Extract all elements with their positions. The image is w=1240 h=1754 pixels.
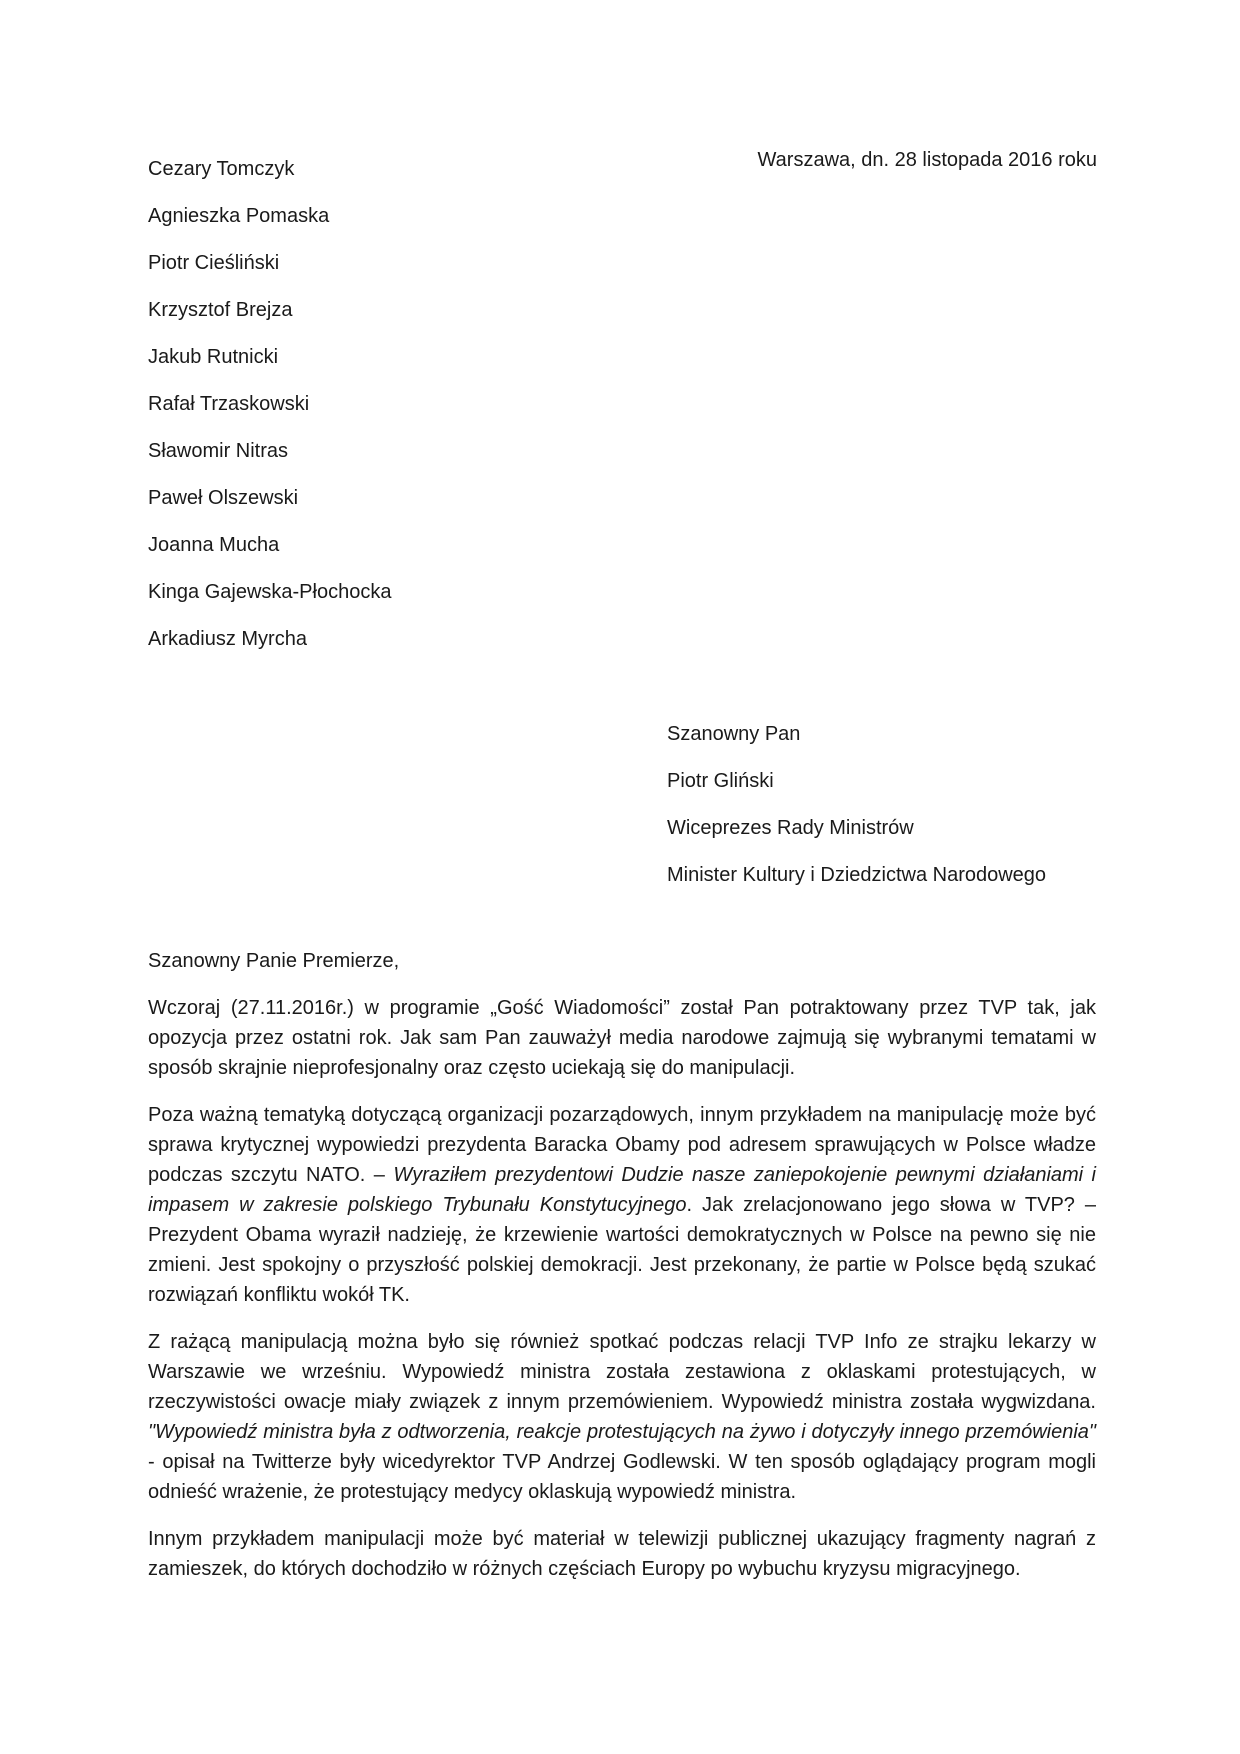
recipient-line: Wiceprezes Rady Ministrów [667,817,914,839]
paragraph-2-text: Poza ważną tematyką dotyczącą organizacji pozarządowych, innym przykładem na manipulację może być sprawa krytycznej wypowiedzi prezydenta Baracka Obamy pod adresem sprawujących w Polsce władze podczas szczytu NATO. – [148,1104,1096,1186]
salutation: Szanowny Panie Premierze, [148,950,400,972]
sender-name: Joanna Mucha [148,534,280,556]
sender-name: Arkadiusz Myrcha [148,628,307,650]
recipient-line: Piotr Gliński [667,770,774,792]
sender-list [148,146,391,663]
recipient-block [667,711,1046,899]
sender-name: Paweł Olszewski [148,487,299,509]
letter-body [148,993,1096,1601]
sender-name: Krzysztof Brejza [148,299,293,321]
obama-quote: Wyraziłem prezydentowi Dudzie nasze zaniepokojenie pewnymi działaniami i impasem w zakresie polskiego Trybunału Konstytucyjnego [148,1164,1096,1216]
sender-name: Rafał Trzaskowski [148,393,310,415]
recipient-line: Szanowny Pan [667,723,801,745]
sender-name: Kinga Gajewska-Płochocka [148,581,392,603]
paragraph-3-text-cont: - opisał na Twitterze były wicedyrektor TVP Andrzej Godlewski. W ten sposób oglądający program mogli odnieść wrażenie, że protestujący medycy oklaskują wypowiedź ministra. [148,1451,1096,1503]
sender-name: Agnieszka Pomaska [148,205,330,227]
paragraph-4: Innym przykładem manipulacji może być materiał w telewizji publicznej ukazujący fragmenty nagrań z zamieszek, do których dochodziło w różnych częściach Europy po wybuchu kryzysu migracyjnego. [148,1528,1096,1580]
sender-name: Sławomir Nitras [148,440,289,462]
paragraph-2-text-cont: . Jak zrelacjonowano jego słowa w TVP? – Prezydent Obama wyraził nadzieję, że krzewienie wartości demokratycznych w Polsce na pewno się nie zmieni. Jest spokojny o przyszłość polskiej demokracji. Jest przekonany, że partie w Polsce będą szukać rozwiązań konfliktu wokół TK. [148,1194,1096,1306]
paragraph-1: Wczoraj (27.11.2016r.) w programie „Gość Wiadomości” został Pan potraktowany przez TVP tak, jak opozycja przez ostatni rok. Jak sam Pan zauważył media narodowe zajmują się wybranymi tematami w sposób skrajnie nieprofesjonalny oraz często uciekają się do manipulacji. [148,997,1096,1079]
godlewski-quote: "Wypowiedź ministra była z odtworzenia, reakcje protestujących na żywo i dotyczyły innego przemówienia" [148,1421,1096,1443]
paragraph-3 [148,1327,1096,1507]
sender-name: Cezary Tomczyk [148,158,295,180]
sender-name: Jakub Rutnicki [148,346,279,368]
paragraph-3-text: Z rażącą manipulacją można było się również spotkać podczas relacji TVP Info ze strajku lekarzy w Warszawie we wrześniu. Wypowiedź ministra została zestawiona z oklaskami protestujących, w rzeczywistości owacje miały związek z innym przemówieniem. Wypowiedź ministra została wygwizdana. [148,1331,1096,1413]
paragraph-2 [148,1100,1096,1310]
sender-name: Piotr Cieśliński [148,252,280,274]
letter-date: Warszawa, dn. 28 listopada 2016 roku [757,149,1097,171]
recipient-line: Minister Kultury i Dziedzictwa Narodowego [667,864,1047,886]
